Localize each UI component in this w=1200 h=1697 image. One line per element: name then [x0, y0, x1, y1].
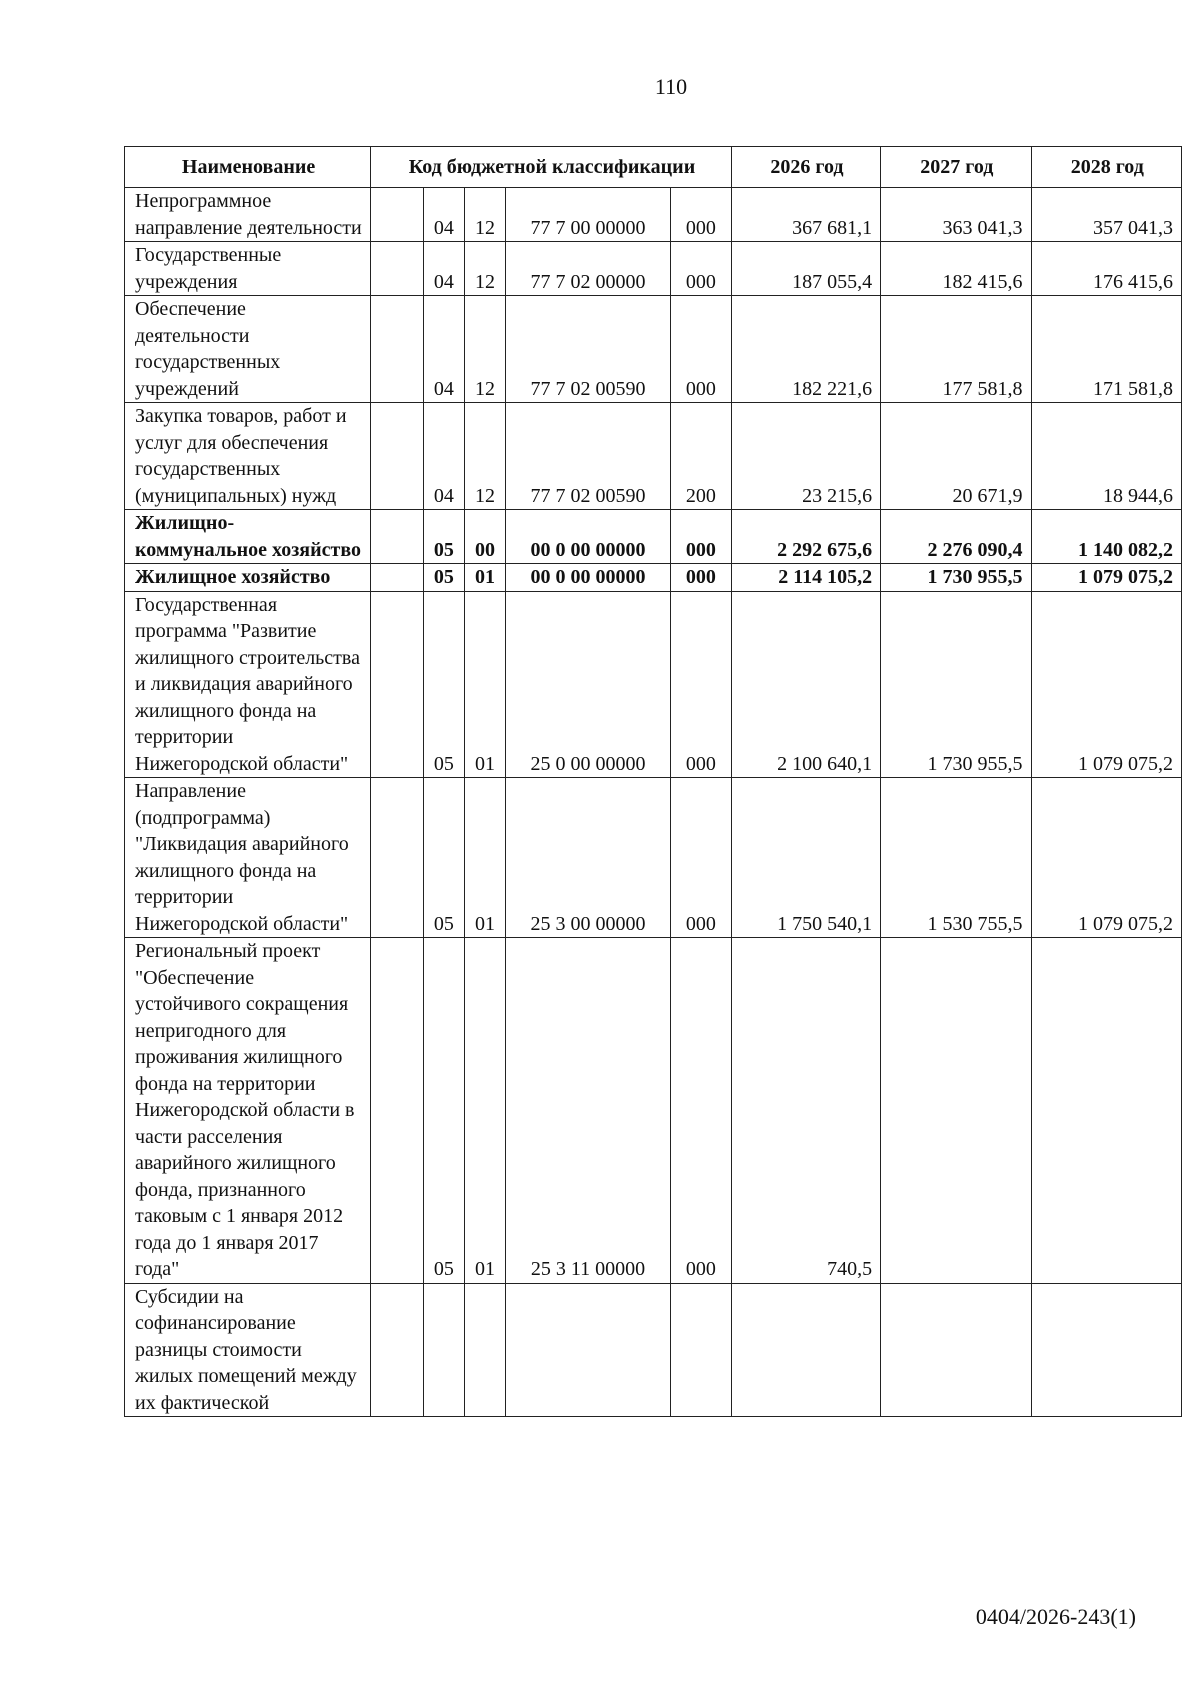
- cell-code-section: 05: [423, 938, 464, 1284]
- cell-code-section: 04: [423, 403, 464, 510]
- cell-code-1: [371, 591, 424, 778]
- cell-name: Закупка товаров, работ и услуг для обеспечения государственных (муниципальных) нужд: [125, 403, 371, 510]
- cell-code-section: [423, 1283, 464, 1417]
- cell-value-2027: 20 671,9: [881, 403, 1031, 510]
- cell-name: Непрограммное направление деятельности: [125, 188, 371, 242]
- cell-value-2027: 182 415,6: [881, 242, 1031, 296]
- table-row: [125, 938, 1182, 1284]
- header-2026: 2026 год: [731, 147, 880, 188]
- cell-value-2026: 2 100 640,1: [731, 591, 880, 778]
- cell-value-2026: 740,5: [731, 938, 880, 1284]
- cell-value-2026: 367 681,1: [731, 188, 880, 242]
- cell-value-2027: 1 530 755,5: [881, 778, 1031, 938]
- cell-code-subsection: 00: [464, 510, 505, 564]
- cell-value-2028: 1 079 075,2: [1031, 778, 1181, 938]
- cell-code-expense-type: 000: [670, 938, 731, 1284]
- budget-table: [124, 146, 1182, 1417]
- cell-code-subsection: 01: [464, 591, 505, 778]
- cell-code-expense-type: 000: [670, 242, 731, 296]
- cell-code-expense-type: 000: [670, 188, 731, 242]
- table-row: [125, 403, 1182, 510]
- cell-name: Направление (подпрограмма) "Ликвидация аварийного жилищного фонда на территории Нижегородской области": [125, 778, 371, 938]
- header-code: Код бюджетной классификации: [371, 147, 732, 188]
- header-2027: 2027 год: [881, 147, 1031, 188]
- cell-code-subsection: 01: [464, 778, 505, 938]
- cell-code-1: [371, 778, 424, 938]
- cell-code-expense-type: 000: [670, 778, 731, 938]
- header-2028: 2028 год: [1031, 147, 1181, 188]
- table-row: [125, 1283, 1182, 1417]
- cell-code-1: [371, 242, 424, 296]
- cell-name: Субсидии на софинансирование разницы стоимости жилых помещений между их фактической: [125, 1283, 371, 1417]
- cell-value-2027: 2 276 090,4: [881, 510, 1031, 564]
- cell-code-1: [371, 938, 424, 1284]
- cell-value-2028: 357 041,3: [1031, 188, 1181, 242]
- cell-code-expense-type: 000: [670, 591, 731, 778]
- cell-code-subsection: 01: [464, 938, 505, 1284]
- cell-code-target: 25 3 11 00000: [506, 938, 671, 1284]
- cell-value-2026: 2 292 675,6: [731, 510, 880, 564]
- cell-value-2026: 187 055,4: [731, 242, 880, 296]
- cell-code-expense-type: 000: [670, 510, 731, 564]
- cell-code-target: 77 7 02 00590: [506, 296, 671, 403]
- cell-code-expense-type: 000: [670, 296, 731, 403]
- cell-code-target: 77 7 02 00590: [506, 403, 671, 510]
- cell-code-subsection: 12: [464, 296, 505, 403]
- cell-code-target: 00 0 00 00000: [506, 510, 671, 564]
- cell-code-section: 05: [423, 778, 464, 938]
- cell-code-subsection: 01: [464, 564, 505, 592]
- table-row: [125, 778, 1182, 938]
- cell-code-target: [506, 1283, 671, 1417]
- cell-value-2027: [881, 938, 1031, 1284]
- cell-value-2028: 171 581,8: [1031, 296, 1181, 403]
- cell-code-expense-type: 200: [670, 403, 731, 510]
- cell-value-2026: 182 221,6: [731, 296, 880, 403]
- table-row: [125, 188, 1182, 242]
- cell-name: Государственная программа "Развитие жилищного строительства и ликвидация аварийного жилищного фонда на территории Нижегородской области": [125, 591, 371, 778]
- cell-value-2028: 1 079 075,2: [1031, 591, 1181, 778]
- cell-name: Государственные учреждения: [125, 242, 371, 296]
- cell-value-2028: 1 140 082,2: [1031, 510, 1181, 564]
- cell-value-2027: 177 581,8: [881, 296, 1031, 403]
- cell-code-expense-type: 000: [670, 564, 731, 592]
- cell-code-expense-type: [670, 1283, 731, 1417]
- cell-code-section: 04: [423, 188, 464, 242]
- table-row: [125, 242, 1182, 296]
- cell-code-target: 00 0 00 00000: [506, 564, 671, 592]
- cell-value-2027: 1 730 955,5: [881, 591, 1031, 778]
- cell-value-2028: [1031, 1283, 1181, 1417]
- cell-value-2026: [731, 1283, 880, 1417]
- cell-value-2027: 1 730 955,5: [881, 564, 1031, 592]
- cell-name: Обеспечение деятельности государственных учреждений: [125, 296, 371, 403]
- cell-value-2028: [1031, 938, 1181, 1284]
- cell-code-section: 05: [423, 591, 464, 778]
- cell-code-target: 77 7 02 00000: [506, 242, 671, 296]
- cell-value-2027: 363 041,3: [881, 188, 1031, 242]
- cell-code-section: 04: [423, 242, 464, 296]
- cell-code-target: 25 3 00 00000: [506, 778, 671, 938]
- header-name: Наименование: [125, 147, 371, 188]
- cell-value-2026: 2 114 105,2: [731, 564, 880, 592]
- cell-code-section: 05: [423, 564, 464, 592]
- cell-code-subsection: 12: [464, 242, 505, 296]
- cell-value-2028: 18 944,6: [1031, 403, 1181, 510]
- table-row: [125, 591, 1182, 778]
- cell-value-2028: 1 079 075,2: [1031, 564, 1181, 592]
- cell-code-section: 04: [423, 296, 464, 403]
- cell-code-1: [371, 510, 424, 564]
- cell-code-subsection: 12: [464, 188, 505, 242]
- cell-code-target: 77 7 00 00000: [506, 188, 671, 242]
- cell-value-2028: 176 415,6: [1031, 242, 1181, 296]
- cell-code-subsection: [464, 1283, 505, 1417]
- cell-name: Жилищное хозяйство: [125, 564, 371, 592]
- document-code: 0404/2026-243(1): [975, 1604, 1136, 1629]
- cell-code-1: [371, 296, 424, 403]
- cell-value-2026: 1 750 540,1: [731, 778, 880, 938]
- cell-value-2026: 23 215,6: [731, 403, 880, 510]
- cell-name: Региональный проект "Обеспечение устойчивого сокращения непригодного для проживания жилищного фонда на территории Нижегородской области в части расселения аварийного жилищного фонда, признанного таковым с 1 января 2012 года до 1 января 2017 года": [125, 938, 371, 1284]
- cell-value-2027: [881, 1283, 1031, 1417]
- cell-code-1: [371, 188, 424, 242]
- cell-code-target: 25 0 00 00000: [506, 591, 671, 778]
- table-row: [125, 564, 1182, 592]
- cell-code-1: [371, 403, 424, 510]
- table-row: [125, 510, 1182, 564]
- cell-name: Жилищно-коммунальное хозяйство: [125, 510, 371, 564]
- table-row: [125, 296, 1182, 403]
- cell-code-section: 05: [423, 510, 464, 564]
- cell-code-subsection: 12: [464, 403, 505, 510]
- cell-code-1: [371, 1283, 424, 1417]
- page-number: 110: [654, 74, 688, 99]
- table-header-row: [125, 147, 1182, 188]
- cell-code-1: [371, 564, 424, 592]
